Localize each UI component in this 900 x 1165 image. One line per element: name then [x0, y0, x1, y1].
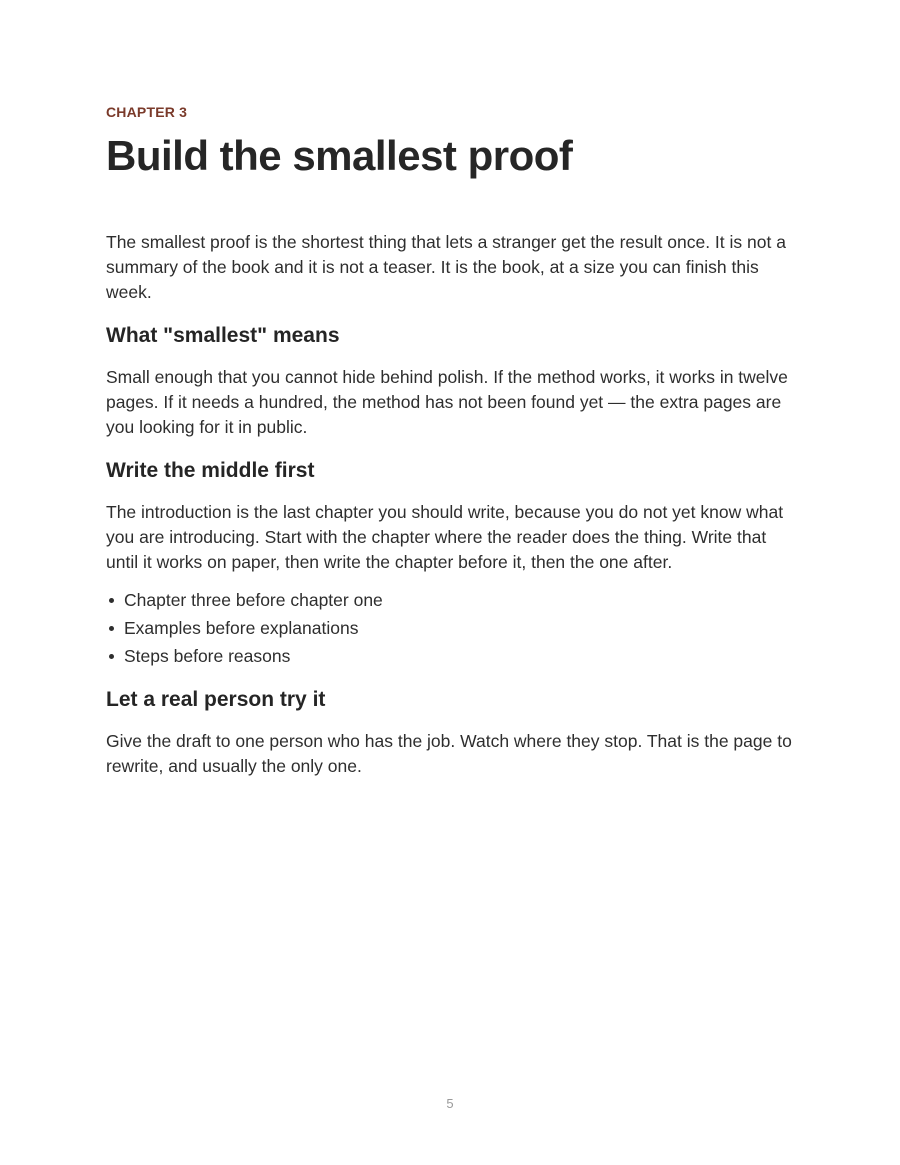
- bullet-dot: [109, 598, 114, 603]
- section-real-person: [106, 687, 796, 713]
- chapter-title: Build the smallest proof: [106, 132, 573, 179]
- paragraph-smallest: Small enough that you cannot hide behind polish. If the method works, it works in twelve pages. If it needs a hundred, the method has not been found yet — the extra pages are you looking for it in public.: [106, 367, 788, 437]
- section-heading-real-person: Let a real person try it: [106, 688, 326, 711]
- paragraph-middle: The introduction is the last chapter you should write, because you do not yet know what you are introducing. Start with the chapter where the reader does the thing. Write that until it works on paper, then write the chapter before it, then the one after.: [106, 502, 784, 572]
- list-item: Chapter three before chapter one: [106, 586, 796, 614]
- bullet-list: [106, 586, 796, 670]
- bullet-dot: [109, 626, 114, 631]
- chapter-label: CHAPTER 3: [106, 104, 188, 120]
- section-middle: [106, 458, 796, 484]
- section-middle-body: [106, 500, 796, 575]
- section-smallest: [106, 323, 796, 349]
- section-heading-middle: Write the middle first: [106, 459, 315, 482]
- bullet-dot: [109, 654, 114, 659]
- section-smallest-body: [106, 365, 796, 440]
- intro-paragraph: The smallest proof is the shortest thing that lets a stranger get the result once. It is not a summary of the book and it is not a teaser. It is the book, at a size you can finish this week.: [106, 232, 786, 302]
- list-item: Examples before explanations: [106, 614, 796, 642]
- bullet-list-block: [106, 586, 796, 670]
- section-real-person-body: [106, 729, 796, 779]
- list-item: Steps before reasons: [106, 642, 796, 670]
- intro-block: [106, 230, 796, 305]
- page-number: 5: [446, 1096, 454, 1111]
- section-heading-smallest: What "smallest" means: [106, 324, 340, 347]
- paragraph-real-person: Give the draft to one person who has the job. Watch where they stop. That is the page to rewrite, and usually the only one.: [106, 731, 792, 776]
